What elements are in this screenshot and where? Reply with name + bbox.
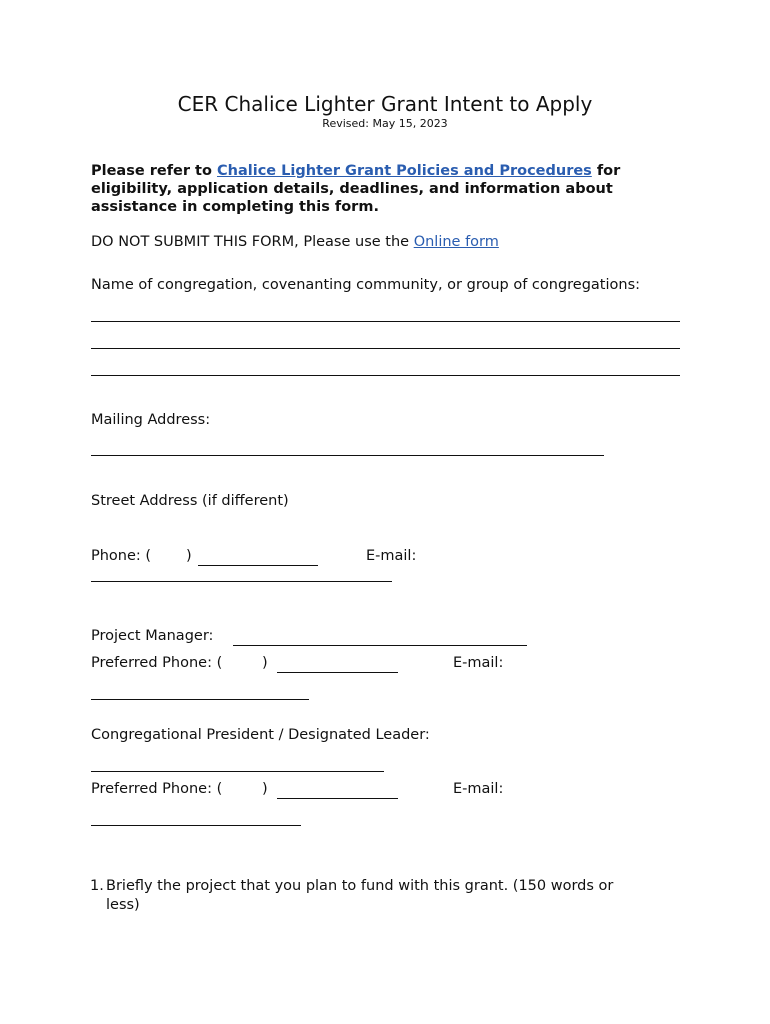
do-not-submit-notice bbox=[91, 234, 499, 250]
page-title: CER Chalice Lighter Grant Intent to Apply bbox=[177, 92, 593, 116]
intro-paragraph bbox=[91, 162, 651, 216]
intro-prefix: Please refer to bbox=[91, 163, 217, 179]
question-1-text-line1: Briefly the project that you plan to fund with this grant. (150 words or bbox=[106, 878, 614, 894]
congregation-line-2[interactable] bbox=[91, 348, 680, 349]
street-address-label: Street Address (if different) bbox=[91, 493, 289, 509]
phone-line[interactable] bbox=[198, 565, 318, 566]
project-manager-line[interactable] bbox=[233, 645, 527, 646]
president-line[interactable] bbox=[91, 771, 384, 772]
pres-email-line[interactable] bbox=[91, 825, 301, 826]
president-label: Congregational President / Designated Leader: bbox=[91, 727, 430, 743]
email-line[interactable] bbox=[91, 581, 392, 582]
online-form-link[interactable]: Online form bbox=[413, 234, 499, 250]
phone-close-paren: ) bbox=[186, 548, 192, 564]
pm-phone-line[interactable] bbox=[277, 672, 398, 673]
revised-date: Revised: May 15, 2023 bbox=[322, 117, 448, 130]
pm-email-label: E-mail: bbox=[453, 655, 504, 671]
congregation-line-1[interactable] bbox=[91, 321, 680, 322]
question-1-number: 1. bbox=[90, 878, 104, 894]
congregation-label: Name of congregation, covenanting community, or group of congregations: bbox=[91, 277, 641, 293]
pres-email-label: E-mail: bbox=[453, 781, 504, 797]
pres-phone-close-paren: ) bbox=[262, 781, 268, 797]
intro-suffix: for eligibility, application details, deadlines, and information about assistance in completing this form. bbox=[91, 163, 621, 215]
mailing-address-line[interactable] bbox=[91, 455, 604, 456]
phone-label: Phone: ( bbox=[91, 548, 152, 564]
congregation-line-3[interactable] bbox=[91, 375, 680, 376]
pm-phone-label: Preferred Phone: ( bbox=[91, 655, 223, 671]
question-1-text-line2: less) bbox=[106, 897, 140, 913]
pres-phone-line[interactable] bbox=[277, 798, 398, 799]
email-label: E-mail: bbox=[366, 548, 417, 564]
pm-phone-close-paren: ) bbox=[262, 655, 268, 671]
pm-email-line[interactable] bbox=[91, 699, 309, 700]
pres-phone-label: Preferred Phone: ( bbox=[91, 781, 223, 797]
mailing-address-label: Mailing Address: bbox=[91, 412, 211, 428]
notice-text: DO NOT SUBMIT THIS FORM, Please use the bbox=[91, 234, 414, 250]
policies-link[interactable]: Chalice Lighter Grant Policies and Procedures bbox=[217, 163, 592, 179]
project-manager-label: Project Manager: bbox=[91, 628, 214, 644]
